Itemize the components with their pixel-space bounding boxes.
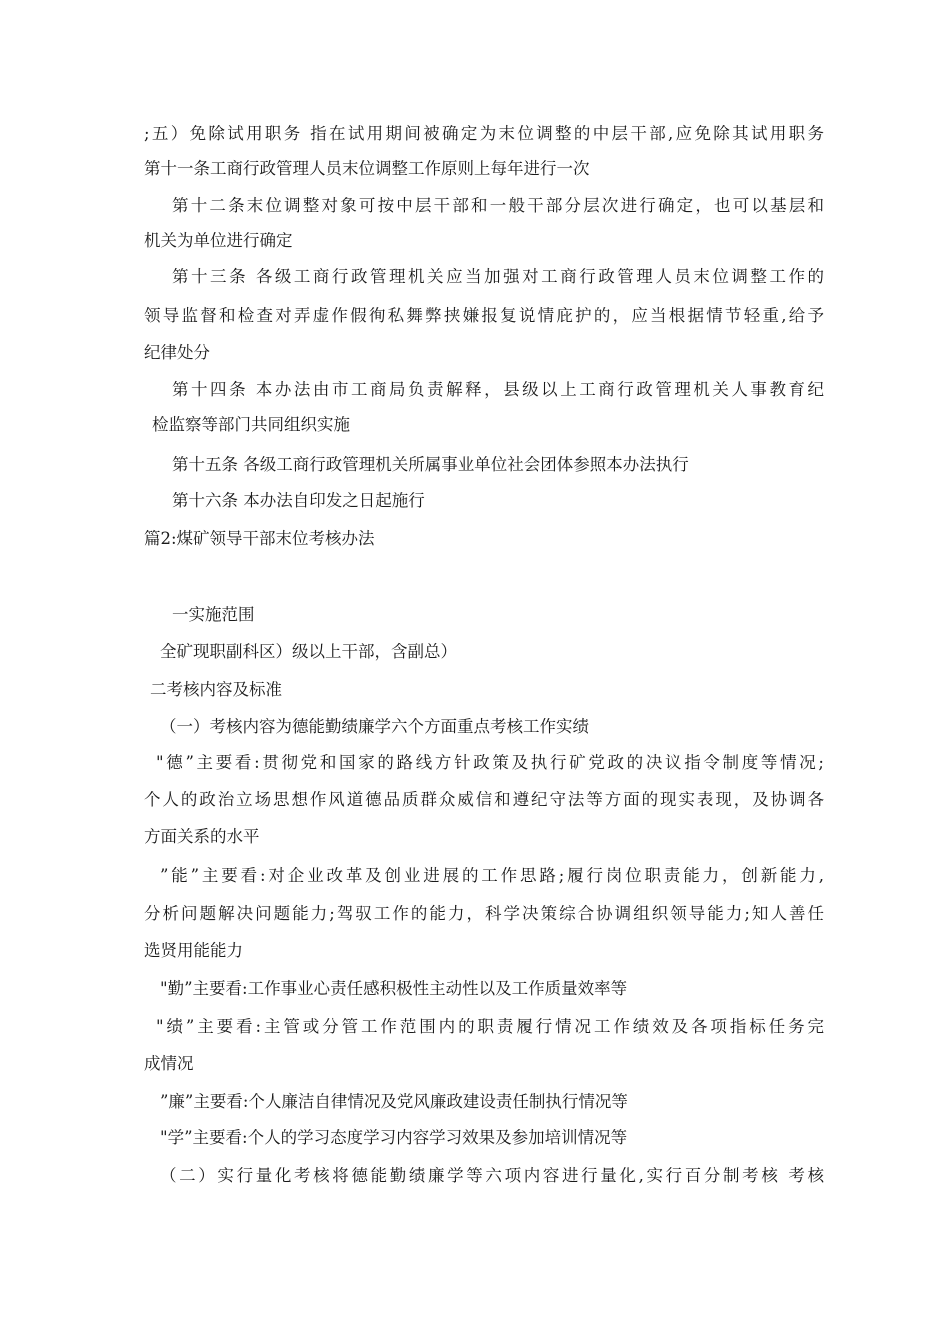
- text-line: "学”主要看:个人的学习态度学习内容学习效果及参加培训情况等: [160, 1128, 628, 1147]
- text-line: ”廉”主要看:个人廉洁自律情况及党风廉政建设责任制执行情况等: [160, 1092, 628, 1111]
- text-line: 二考核内容及标准: [150, 680, 282, 699]
- text-line: 一实施范围: [172, 605, 255, 624]
- text-line: 全矿现职副科区）级以上干部，含副总）: [160, 642, 457, 661]
- text-line: 方面关系的水平: [144, 827, 260, 846]
- section-heading: 篇2:煤矿领导干部末位考核办法: [144, 529, 375, 548]
- text-line: 检监察等部门共同组织实施: [152, 415, 350, 434]
- text-line: 选贤用能能力: [144, 941, 243, 960]
- text-line: "勤”主要看:工作事业心责任感积极性主动性以及工作质量效率等: [160, 979, 628, 998]
- text-line: 纪律处分: [144, 343, 210, 362]
- text-line: 第十一条工商行政管理人员末位调整工作原则上每年进行一次: [144, 159, 590, 178]
- text-line: ;五）免除试用职务 指在试用期间被确定为末位调整的中层干部,应免除其试用职务: [144, 124, 824, 143]
- text-line: 第十五条 各级工商行政管理机关所属事业单位社会团体参照本办法执行: [172, 455, 689, 474]
- text-line: 成情况: [144, 1054, 194, 1073]
- text-line: 领导监督和检查对弄虚作假徇私舞弊挟嫌报复说情庇护的，应当根据情节轻重,给予: [144, 306, 824, 325]
- text-line: （一）考核内容为德能勤绩廉学六个方面重点考核工作实绩: [160, 717, 589, 736]
- text-line: 分析问题解决问题能力;驾驭工作的能力，科学决策综合协调组织领导能力;知人善任: [144, 904, 824, 923]
- text-line: 第十六条 本办法自印发之日起施行: [172, 491, 425, 510]
- text-line: 第十二条末位调整对象可按中层干部和一般干部分层次进行确定，也可以基层和: [172, 196, 824, 215]
- text-line: "绩”主要看:主管或分管工作范围内的职责履行情况工作绩效及各项指标任务完: [156, 1017, 824, 1036]
- text-line: 第十三条 各级工商行政管理机关应当加强对工商行政管理人员末位调整工作的: [172, 267, 824, 286]
- text-line: ”能”主要看:对企业改革及创业进展的工作思路;履行岗位职责能力，创新能力,: [160, 866, 824, 885]
- text-line: 第十四条 本办法由市工商局负责解释，县级以上工商行政管理机关人事教育纪: [172, 380, 824, 399]
- text-line: "德”主要看:贯彻党和国家的路线方针政策及执行矿党政的决议指令制度等情况;: [156, 753, 824, 772]
- text-line: 机关为单位进行确定: [144, 231, 293, 250]
- text-line: 个人的政治立场思想作风道德品质群众威信和遵纪守法等方面的现实表现，及协调各: [144, 790, 824, 809]
- text-line: （二）实行量化考核将德能勤绩廉学等六项内容进行量化,实行百分制考核 考核: [160, 1166, 824, 1185]
